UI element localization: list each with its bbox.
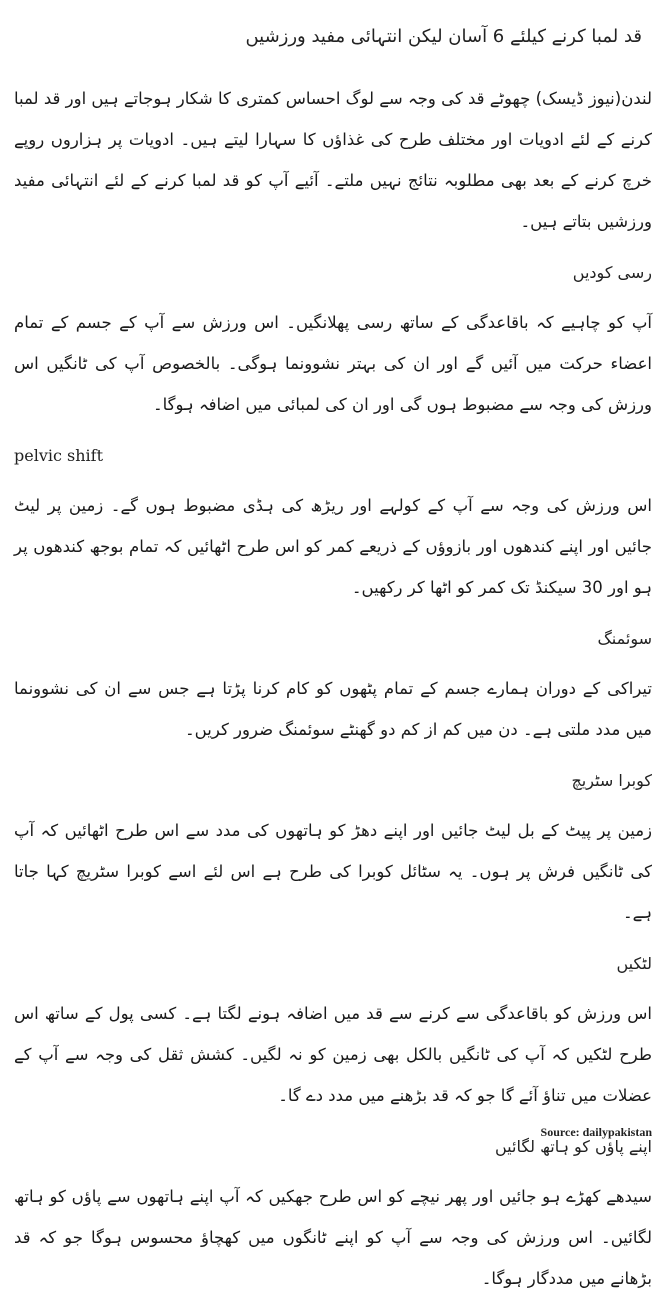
section-heading-swimming: سوئمنگ [597, 629, 652, 648]
section-heading-jump-rope: رسی کودیں [572, 263, 652, 282]
section-body-cobra-stretch: زمین پر پیٹ کے بل لیٹ جائیں اور اپنے دھڑ کو ہاتھوں کی مدد سے اس طرح اٹھائیں کہ آپ کی ٹانگیں فرش پر ہوں۔ یہ سٹائل کوبرا کی طرح ہے اس لئے اسے کوبرا سٹریچ کہا جاتا ہے۔ [14, 821, 652, 922]
section-heading-hanging: لٹکیں [616, 954, 652, 973]
intro-paragraph: لندن(نیوز ڈیسک) چھوٹے قد کی وجہ سے لوگ احساس کمتری کا شکار ہوجاتے ہیں اور قد لمبا کرنے کے لئے ادویات اور مختلف طرح کی غذاؤں کا سہارا لیتے ہیں۔ ادویات پر ہزاروں روپے خرچ کرنے کے بعد بھی مطلوبہ نتائج نہیں ملتے۔ آئیے آپ کو قد لمبا کرنے کے لئے انتہائی مفید ورزشیں بتاتے ہیں۔ [14, 89, 652, 231]
source-credit: Source: dailypakistan [540, 1125, 652, 1139]
section-body-hanging: اس ورزش کو باقاعدگی سے کرنے سے قد میں اضافہ ہونے لگتا ہے۔ کسی پول کے ساتھ اس طرح لٹکیں کہ آپ کی ٹانگیں بالکل بھی زمین کو نہ لگیں۔ کشش ثقل کی وجہ سے آپ کے عضلات میں تناؤ آئے گا جو کہ قد بڑھنے میں مدد دے گا۔ [14, 1004, 652, 1105]
section-heading-touch-toes: اپنے پاؤں کو ہاتھ لگائیں [495, 1137, 652, 1156]
section-heading-pelvic-shift: pelvic shift [14, 446, 104, 465]
section-body-jump-rope: آپ کو چاہیے کہ باقاعدگی کے ساتھ رسی پھلانگیں۔ اس ورزش سے آپ کے جسم کے تمام اعضاء حرکت میں آئیں گے اور ان کی بہتر نشوونما ہوگی۔ بالخصوص آپ کی ٹانگیں اس ورزش کی وجہ سے مضبوط ہوں گی اور ان کی لمبائی میں اضافہ ہوگا۔ [14, 313, 652, 414]
section-body-pelvic-shift: اس ورزش کی وجہ سے آپ کے کولہے اور ریڑھ کی ہڈی مضبوط ہوں گے۔ زمین پر لیٹ جائیں اور اپنے کندھوں اور بازوؤں کے ذریعے کمر کو اس طرح اٹھائیں کہ تمام بوجھ کندھوں پر ہو اور 30 سیکنڈ تک کمر کو اٹھا کر رکھیں۔ [14, 496, 652, 597]
section-heading-cobra-stretch: کوبرا سٹریچ [571, 771, 652, 790]
section-body-touch-toes: سیدھے کھڑے ہو جائیں اور پھر نیچے کو اس طرح جھکیں کہ آپ اپنے ہاتھوں سے پاؤں کو ہاتھ لگائیں۔ اس ورزش کی وجہ سے آپ کو اپنے ٹانگوں میں کھچاؤ محسوس ہوگا جو کہ قد بڑھانے میں مددگار ہوگا۔ [14, 1187, 652, 1288]
article-title: قد لمبا کرنے کیلئے 6 آسان لیکن انتہائی مفید ورزشیں [245, 26, 642, 47]
section-body-swimming: تیراکی کے دوران ہمارے جسم کے تمام پٹھوں کو کام کرنا پڑتا ہے جس سے ان کی نشوونما میں مدد ملتی ہے۔ دن میں کم از کم دو گھنٹے سوئمنگ ضرور کریں۔ [14, 679, 652, 739]
